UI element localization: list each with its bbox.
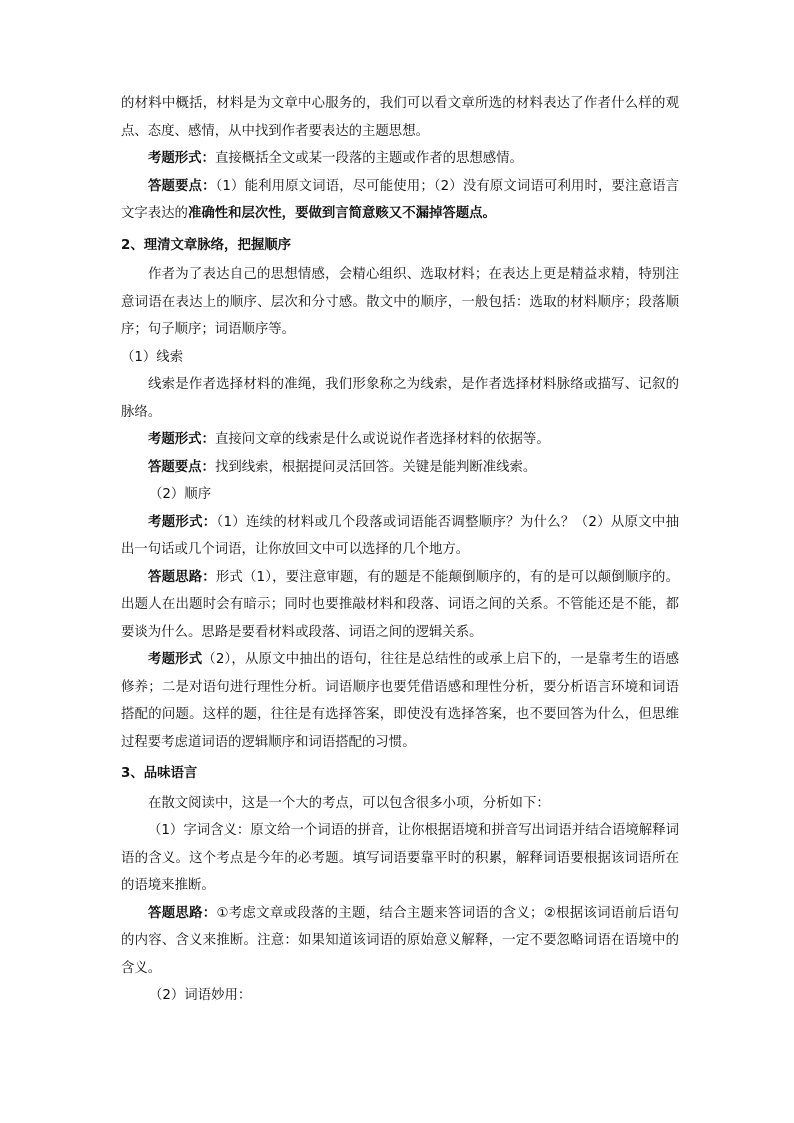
label-question-form: 考题形式 [148, 652, 203, 667]
subheading-clue: （1）线索 [121, 349, 184, 365]
paragraph-answer-approach-2 [121, 900, 679, 983]
paragraph-order-intro: 作者为了表达自己的思想情感，会精心组织、选取材料；在表达上更是精益求精，特别注意词语在表达上的顺序、层次和分寸感。散文中的顺序，一般包括：选取的材料顺序；段落顺序；句子顺序；词语顺序等。 [121, 267, 679, 337]
label-answer-approach: 答题思路： [148, 569, 216, 585]
text-question-form: （1）连续的材料或几个段落或词语能否调整顺序？为什么？（2）从原文中抽出一句话或几个词语，让你放回文中可以选择的几个地方。 [121, 514, 679, 557]
label-answer-points: 答题要点： [148, 178, 216, 194]
paragraph-question-form-3 [121, 509, 679, 564]
label-question-form: 考题形式： [148, 514, 217, 530]
heading-section-3: 3、品味语言 [121, 766, 198, 781]
text-answer-points: （1）能利用原文词语，尽可能使用；（2）没有原文词语可利用时，要注意语言文字表达的 [121, 178, 679, 221]
text-question-form: 直接概括全文或某一段落的主题或作者的思想感情。 [214, 151, 523, 166]
paragraph-answer-approach-1 [121, 564, 679, 647]
text-answer-approach: ①考虑文章或段落的主题，结合主题来答词语的含义；②根据该词语前后语句的内容、含义来推断。注意：如果知道该词语的原始意义解释，一定不要忽略词语在语境中的含义。 [121, 905, 680, 976]
label-question-form: 考题形式： [148, 432, 215, 447]
text-question-form: 直接问文章的线索是什么或说说作者选择材料的依据等。 [214, 432, 550, 447]
paragraph-question-form-2 [121, 426, 679, 454]
heading-section-2: 2、理清文章脉络，把握顺序 [121, 237, 292, 253]
subheading-order: （2）顺序 [149, 487, 212, 502]
text-answer-approach: 形式（1），要注意审题，有的题是不能颠倒顺序的，有的是可以颠倒顺序的。出题人在出题时会有暗示；同时也要推敲材料和段落、词语之间的关系。不管能还是不能，都要谈为什么。思路是要看材料或段落、词语之间的逻辑关系。 [121, 569, 679, 640]
paragraph-word-meaning: （1）字词含义：原文给一个词语的拼音，让你根据语境和拼音写出词语并结合语境解释词语的含义。这个考点是今年的必考题。填写词语要靠平时的积累，解释词语要根据该词语所在的语境来推断。 [121, 823, 679, 893]
paragraph-language-intro: 在散文阅读中，这是一个大的考点，可以包含很多小项，分析如下： [148, 795, 550, 811]
label-answer-points: 答题要点： [148, 459, 215, 475]
paragraph-answer-points-1 [121, 173, 679, 228]
paragraph-theme-materials: 的材料中概括，材料是为文章中心服务的，我们可以看文章所选的材料表达了作者什么样的观点、态度、感情，从中找到作者要表达的主题思想。 [121, 96, 679, 139]
text-answer-points-bold: 准确性和层次性，要做到言简意赅又不漏掉答题点。 [187, 206, 496, 221]
paragraph-clue-definition: 线索是作者选择材料的准绳，我们形象称之为线索，是作者选择材料脉络或描写、记叙的脉络。 [121, 377, 679, 420]
text-answer-points: 找到线索，根据提问灵活回答。关键是能判断准线索。 [214, 459, 537, 475]
document-page [121, 90, 679, 1010]
label-answer-approach: 答题思路： [148, 905, 217, 921]
paragraph-answer-points-2 [121, 454, 679, 482]
text-question-form: （2），从原文中抽出的语句，往往是总结性的或承上启下的，一是靠考生的语感修养；二是对语句进行理性分析。词语顺序也要凭借语感和理性分析，要分析语言环境和词语搭配的问题。这样的题，往往是有选择答案，即使没有选择答案，也不要回答为什么，但思维过程要考虑道词语的逻辑顺序和词语搭配的习惯。 [121, 652, 679, 750]
paragraph-question-form-1 [121, 145, 679, 173]
label-question-form: 考题形式： [148, 151, 215, 166]
paragraph-question-form-4 [121, 646, 679, 756]
subheading-word-usage: （2）词语妙用： [149, 988, 252, 1003]
